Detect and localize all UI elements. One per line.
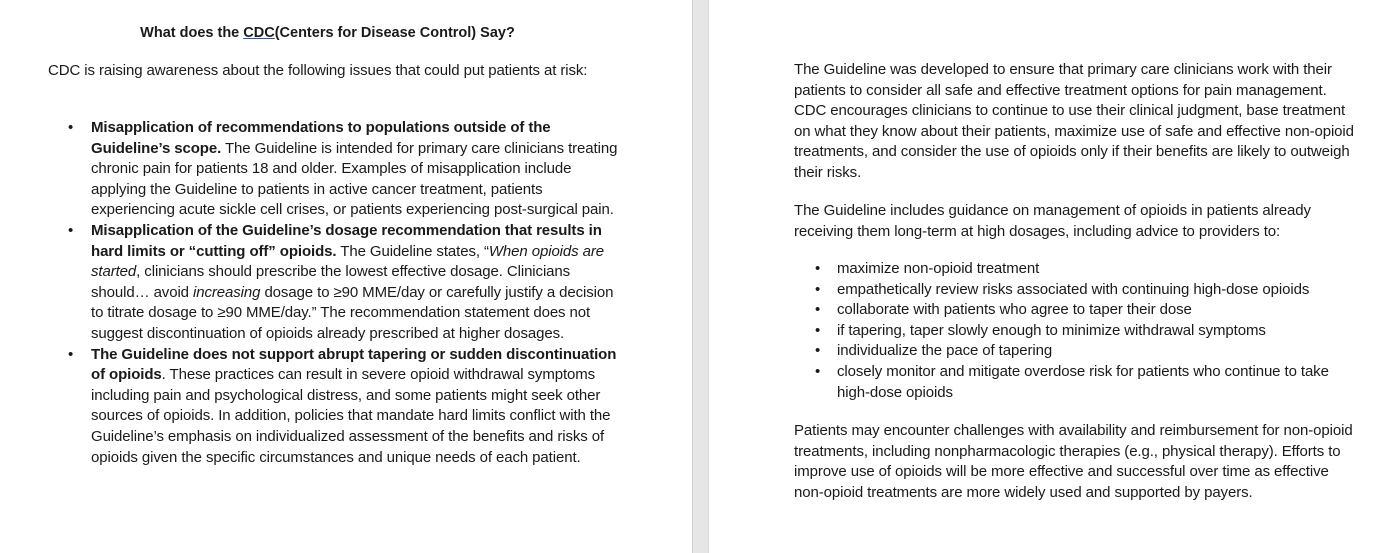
list-item [815, 362, 1357, 403]
guideline-guidance-paragraph: The Guideline includes guidance on management of opioids in patients already receiving them long-term at high dosages, including advice to providers to: [794, 202, 1311, 240]
bullet-heading: The Guideline does not support abrupt tapering or sudden discontinuation of opioids [91, 345, 617, 384]
concerns-bullet-list [68, 118, 621, 468]
list-item-text: collaborate with patients who agree to taper their dose [837, 301, 1192, 319]
bullet-body: The Guideline states, “ [336, 242, 489, 260]
advice-bullet-list [815, 259, 1357, 403]
list-item [815, 321, 1357, 342]
title-abbreviation-cdc: CDC [243, 25, 275, 41]
bullet-body: . These practices can result in severe opioid withdrawal symptoms including pain and psychological distress, and some patients might seek other sources of opioids. In addition, policies that mandate hard limits conflict with the Guideline’s emphasis on individualized assessment of the benefits and risks of opioids given the specific circumstances and unique needs of each patient. [91, 366, 611, 466]
list-item [815, 259, 1357, 280]
intro-paragraph: CDC is raising awareness about the following issues that could put patients at risk: [48, 62, 588, 79]
list-item [815, 300, 1357, 321]
bullet-icon: • [815, 342, 821, 360]
bullet-icon: • [815, 362, 821, 380]
bullet-icon: • [68, 345, 74, 363]
page-title [0, 23, 655, 43]
guideline-purpose-paragraph: The Guideline was developed to ensure that primary care clinicians work with their patients to consider all safe and effective treatment options for pain management. CDC encourages clinicians to continue to use their clinical judgment, base treatment on what they know about their patients, maximize use of safe and effective non-opioid treatments, and consider the use of opioids only if their benefits are likely to outweigh their risks. [794, 61, 1354, 181]
bullet-icon: • [68, 119, 74, 136]
bullet-heading: Misapplication of recommendations to populations outside of the Guideline’s scope. [91, 119, 551, 157]
bullet-body: dosage to ≥90 MME/day or carefully justify a decision to titrate dosage to ≥90 MME/day.” The recommendation statement does not suggest discontinuation of opioids already prescribed at higher dosages. [91, 283, 614, 342]
page-gutter [692, 0, 709, 553]
list-item-text: closely monitor and mitigate overdose risk for patients who continue to take high-dose opioids [837, 362, 1329, 401]
list-item-text: if tapering, taper slowly enough to minimize withdrawal symptoms [837, 321, 1266, 339]
bullet-icon: • [815, 280, 821, 298]
list-item-text: individualize the pace of tapering [837, 342, 1053, 360]
bullet-icon: • [815, 260, 821, 277]
list-item-text: maximize non-opioid treatment [837, 260, 1040, 277]
document-page-left [0, 0, 692, 553]
list-item [68, 118, 621, 221]
list-item [68, 221, 621, 345]
title-prefix: What does the [140, 25, 244, 41]
bullet-icon: • [68, 221, 74, 239]
bullet-icon: • [815, 321, 821, 339]
list-item-text: empathetically review risks associated with continuing high-dose opioids [837, 280, 1310, 298]
list-item [68, 345, 621, 469]
bullet-body: The Guideline is intended for primary care clinicians treating chronic pain for patients 18 and older. Examples of misapplication include applying the Guideline to patients in active cancer treatment, patients experiencing acute sickle cell crises, or patients experiencing post-surgical pain. [91, 139, 618, 219]
title-suffix: (Centers for Disease Control) Say? [274, 25, 515, 41]
list-item [815, 341, 1357, 362]
emphasis-italic: increasing [193, 283, 261, 301]
bullet-icon: • [815, 301, 821, 319]
bullet-heading: Misapplication of the Guideline’s dosage recommendation that results in hard limits or “cutting off” opioids. [91, 221, 602, 260]
challenges-paragraph: Patients may encounter challenges with availability and reimbursement for non-opioid treatments, including nonpharmacologic therapies (e.g., physical therapy). Efforts to improve use of opioids will be more effective and successful over time as effective non-opioid treatments are more widely used and supported by payers. [794, 422, 1353, 501]
document-page-right [709, 0, 1397, 553]
quote-italic: When opioids are started [91, 242, 605, 281]
list-item [815, 280, 1357, 301]
bullet-body: , clinicians should prescribe the lowest effective dosage. Clinicians should… avoid [91, 263, 571, 301]
